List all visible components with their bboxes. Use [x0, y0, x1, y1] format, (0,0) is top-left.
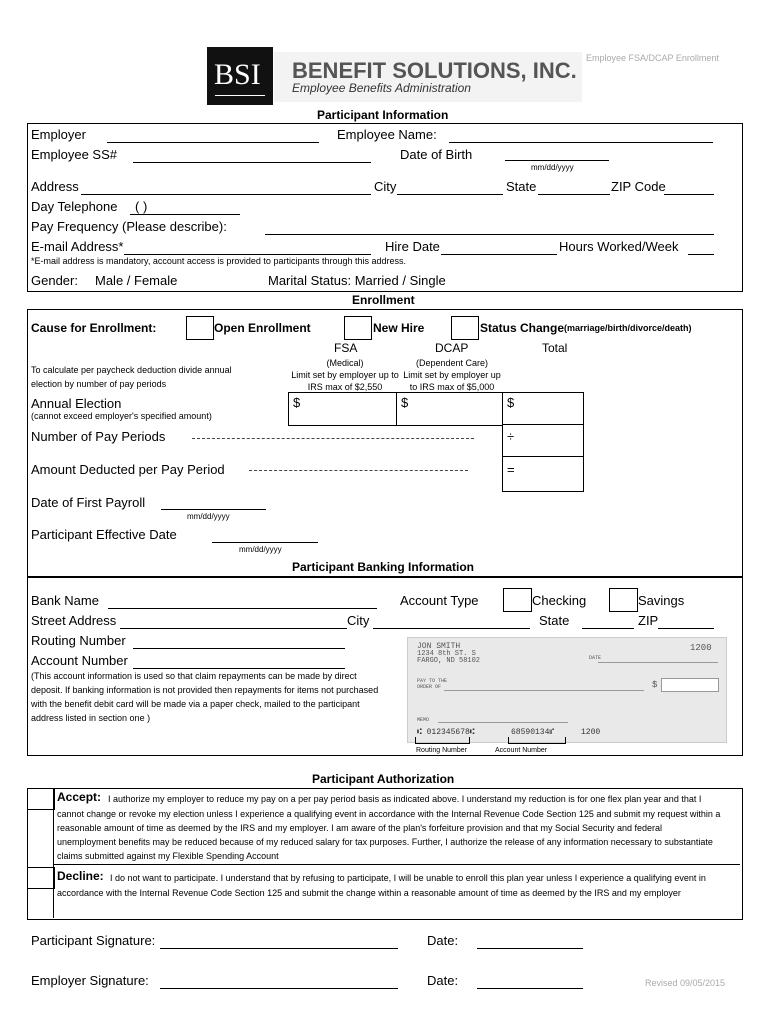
accept-text-2: cannot change or revoke my election unless I experience a qualifying event in accordance with the Internal Revenue Code Section 125 and submit my request within a — [57, 809, 721, 819]
check-addr2: FARGO, ND 58102 — [417, 657, 481, 665]
participant-info-title: Participant Information — [317, 108, 449, 122]
pay-frequency-label: Pay Frequency (Please describe): — [31, 219, 227, 234]
open-enrollment-label: Open Enrollment — [214, 321, 311, 335]
participant-date-field[interactable] — [477, 948, 583, 949]
dob-label: Date of Birth — [400, 147, 473, 162]
logo-text: BSI — [214, 58, 261, 91]
hours-field[interactable] — [688, 254, 714, 255]
calc-note-1: To calculate per paycheck deduction divide annual — [31, 365, 232, 375]
bank-zip-field[interactable] — [658, 628, 714, 629]
dollar-sign: $ — [293, 395, 301, 410]
accept-text-5: claims submitted against my Flexible Spending Account — [57, 851, 279, 861]
email-label: E-mail Address* — [31, 239, 124, 254]
check-date-line — [598, 662, 718, 663]
accept-text-1: I authorize my employer to reduce my pay on a per pay period basis as indicated above. I understand my reduction is for one flex plan year and that I — [108, 794, 702, 804]
fsa-note — [290, 357, 400, 394]
gender-label: Gender: — [31, 273, 78, 288]
bank-name-field[interactable] — [108, 608, 377, 609]
pay-periods-label: Number of Pay Periods — [31, 429, 166, 444]
amount-deducted-label: Amount Deducted per Pay Period — [31, 462, 225, 477]
check-pay-label-2: ORDER OF — [417, 684, 442, 690]
check-memo-line — [438, 722, 568, 723]
pay-periods-field[interactable] — [502, 424, 584, 458]
email-note: *E-mail address is mandatory, account access is provided to participants through this address. — [31, 256, 407, 266]
company-tagline: Employee Benefits Administration — [292, 81, 471, 95]
dollar-sign: $ — [507, 395, 515, 410]
state-label: State — [506, 179, 537, 194]
phone-paren: ( ) — [135, 199, 148, 214]
banking-title: Participant Banking Information — [292, 560, 475, 574]
decline-text-1: I do not want to participate. I understand that by refusing to participate, I will be unable to enroll this plan year unless I experience a qualifying event in — [110, 873, 706, 883]
fsa-column: FSA — [334, 341, 358, 355]
street-field[interactable] — [120, 628, 347, 629]
account-type-label: Account Type — [400, 593, 479, 608]
authorization-title: Participant Authorization — [312, 772, 455, 786]
participant-signature-label: Participant Signature: — [31, 933, 156, 948]
employer-date-field[interactable] — [477, 988, 583, 989]
state-field[interactable] — [538, 194, 610, 195]
pay-frequency-field[interactable] — [265, 234, 714, 235]
hire-date-label: Hire Date — [385, 239, 440, 254]
checking-label: Checking — [532, 593, 587, 608]
dob-format: mm/dd/yyyy — [531, 163, 574, 172]
bank-city-label: City — [347, 613, 370, 628]
total-amount-field[interactable] — [502, 392, 584, 426]
check-amount-box — [661, 678, 719, 692]
bank-state-field[interactable] — [582, 628, 634, 629]
accept-checkbox[interactable] — [27, 788, 55, 810]
address-field[interactable] — [81, 194, 371, 195]
total-column: Total — [542, 341, 568, 355]
status-change-note: (marriage/birth/divorce/death) — [564, 323, 692, 333]
routing-bracket — [415, 737, 470, 744]
bank-zip-label: ZIP — [638, 613, 659, 628]
amount-deducted-field[interactable] — [502, 456, 584, 492]
account-bracket — [508, 737, 566, 744]
pay-periods-dash — [192, 438, 474, 439]
bank-note-4: address listed in section one ) — [31, 713, 151, 723]
company-name: BENEFIT SOLUTIONS, INC. — [292, 58, 577, 83]
bank-name-label: Bank Name — [31, 593, 99, 608]
marital-status[interactable]: Marital Status: Married / Single — [268, 273, 446, 288]
employer-label: Employer — [31, 127, 86, 142]
fsa-note-line: Limit set by employer up to — [291, 370, 399, 380]
revised-date: Revised 09/05/2015 — [645, 978, 726, 988]
effective-date-format: mm/dd/yyyy — [239, 545, 282, 554]
participant-date-label: Date: — [427, 933, 459, 948]
day-phone-label: Day Telephone — [31, 199, 118, 214]
check-date-label: DATE — [589, 655, 602, 661]
account-caption: Account Number — [495, 747, 548, 754]
bank-state-label: State — [539, 613, 570, 628]
dcap-note-line: to IRS max of $5,000 — [409, 382, 495, 392]
sample-check — [407, 637, 727, 743]
annual-election-label: Annual Election — [31, 396, 122, 411]
routing-label: Routing Number — [31, 633, 126, 648]
savings-label: Savings — [638, 593, 685, 608]
dob-field[interactable] — [505, 160, 609, 161]
employer-signature-label: Employer Signature: — [31, 973, 149, 988]
fsa-note-line: (Medical) — [326, 358, 364, 368]
decline-text-2: accordance with the Internal Revenue Code Section 125 and submit the change within a reasonable amount of time as deemed by the IRS and my employer — [57, 888, 681, 898]
employer-signature-field[interactable] — [160, 988, 398, 989]
dcap-amount-field[interactable] — [396, 392, 504, 426]
bank-note-3: with the benefit debit card will be made via a paper check, mailed to the participant — [31, 699, 360, 709]
accept-text-4: unemployment benefits may be reduced because of my reduced salary for tax purposes. Further, I authorize the release of any information necessary to substantiate — [57, 837, 713, 847]
dcap-note-line: Limit set by employer up — [403, 370, 501, 380]
address-label: Address — [31, 179, 79, 194]
check-memo: MEMO — [417, 717, 430, 723]
employee-ss-label: Employee SS# — [31, 147, 117, 162]
logo-box — [207, 47, 273, 105]
hire-date-field[interactable] — [441, 254, 557, 255]
gender-options[interactable]: Male / Female — [95, 273, 178, 288]
check-addr1: 1234 8th ST. S — [417, 650, 476, 658]
cause-label: Cause for Enrollment: — [31, 321, 157, 335]
city-field[interactable] — [397, 194, 503, 195]
accept-label: Accept: — [57, 790, 102, 804]
amount-deducted-dash — [249, 470, 468, 471]
dcap-note-line: (Dependent Care) — [415, 358, 489, 368]
account-field[interactable] — [133, 668, 345, 669]
account-label: Account Number — [31, 653, 128, 668]
bank-note-1: (This account information is used so that claim repayments can be made by direct — [31, 671, 357, 681]
form-title: Employee FSA/DCAP Enrollment — [586, 53, 719, 63]
zip-label: ZIP Code — [611, 179, 666, 194]
new-hire-checkbox[interactable] — [344, 316, 372, 340]
zip-field[interactable] — [664, 194, 714, 195]
check-payee-line — [444, 690, 644, 691]
routing-caption: Routing Number — [416, 747, 467, 754]
routing-field[interactable] — [133, 648, 345, 649]
dcap-note — [397, 357, 507, 394]
fsa-note-line: IRS max of $2,550 — [307, 382, 383, 392]
accept-text-3: reasonable amount of time as deemed by the IRS and my employer. I am aware of the plan's forfeiture provision and that my Social Security and federal — [57, 823, 663, 833]
employer-field[interactable] — [107, 142, 319, 143]
enrollment-title: Enrollment — [352, 293, 415, 307]
first-payroll-label: Date of First Payroll — [31, 495, 146, 510]
first-payroll-field[interactable] — [161, 509, 266, 510]
hours-label: Hours Worked/Week — [559, 239, 679, 254]
dollar-sign: $ — [401, 395, 409, 410]
check-micr-routing: ⑆ 012345678⑆ — [417, 728, 475, 737]
check-pay-label-1: PAY TO THE — [417, 678, 448, 684]
employer-date-label: Date: — [427, 973, 459, 988]
day-phone-field[interactable] — [130, 214, 240, 215]
check-micr-account: 68590134⑈ — [511, 728, 555, 737]
bank-city-field[interactable] — [373, 628, 530, 629]
annual-election-note: (cannot exceed employer's specified amount) — [31, 411, 212, 421]
fsa-amount-field[interactable] — [288, 392, 398, 426]
savings-checkbox[interactable] — [609, 588, 638, 612]
street-label: Street Address — [31, 613, 117, 628]
city-label: City — [374, 179, 397, 194]
effective-date-field[interactable] — [212, 542, 318, 543]
employee-name-label: Employee Name: — [337, 127, 437, 142]
decline-checkbox[interactable] — [27, 867, 55, 889]
calc-note-2: election by number of pay periods — [31, 379, 167, 389]
dcap-column: DCAP — [435, 341, 469, 355]
equals-icon: = — [507, 462, 515, 477]
open-enrollment-checkbox[interactable] — [186, 316, 214, 340]
effective-date-label: Participant Effective Date — [31, 527, 177, 542]
email-field[interactable] — [124, 254, 371, 255]
check-number: 1200 — [690, 643, 712, 653]
status-change-checkbox[interactable] — [451, 316, 479, 340]
decline-label: Decline: — [57, 869, 104, 883]
participant-signature-field[interactable] — [160, 948, 398, 949]
check-dollar: $ — [652, 680, 658, 690]
checking-checkbox[interactable] — [503, 588, 532, 612]
status-change-label: Status Change — [480, 321, 565, 335]
divide-icon: ÷ — [507, 429, 515, 444]
first-payroll-format: mm/dd/yyyy — [187, 512, 230, 521]
employee-name-field[interactable] — [449, 142, 713, 143]
bank-note-2: deposit. If banking information is not provided then repayments for items not purchased — [31, 685, 379, 695]
new-hire-label: New Hire — [373, 321, 425, 335]
check-name: JON SMITH — [417, 642, 461, 651]
check-micr-number: 1200 — [581, 728, 601, 737]
employee-ss-field[interactable] — [133, 162, 371, 163]
